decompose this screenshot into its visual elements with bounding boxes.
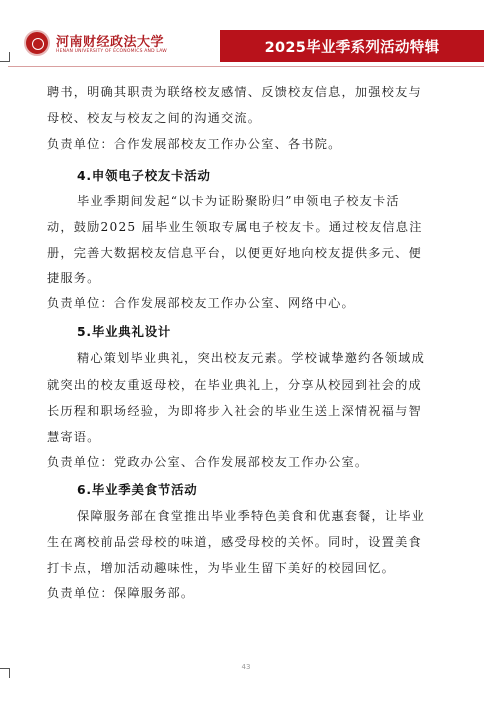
header-divider <box>8 66 484 67</box>
body-line: 册，完善大数据校友信息平台，以便更好地向校友提供多元、便 <box>47 246 422 260</box>
body-line: 生在离校前品尝母校的味道，感受母校的关怀。同时，设置美食 <box>47 535 422 549</box>
section-heading-6: 6.毕业季美食节活动 <box>77 482 198 497</box>
body-line: 动，鼓励2025 届毕业生领取专属电子校友卡。通过校友信息注 <box>47 220 423 234</box>
body-line: 就突出的校友重返母校，在毕业典礼上，分享从校园到社会的成 <box>47 378 422 392</box>
university-logo <box>24 30 214 64</box>
body-line: 母校、校友与校友之间的沟通交流。 <box>47 111 262 125</box>
responsible-unit: 负责单位：合作发展部校友工作办公室、网络中心。 <box>47 296 355 310</box>
body-line: 打卡点，增加活动趣味性，为毕业生留下美好的校园回忆。 <box>47 561 396 575</box>
body-line: 保障服务部在食堂推出毕业季特色美食和优惠套餐，让毕业 <box>77 509 426 523</box>
body-line: 毕业季期间发起“以卡为证盼聚盼归”申领电子校友卡活 <box>77 194 400 208</box>
responsible-unit: 负责单位：合作发展部校友工作办公室、各书院。 <box>47 137 342 151</box>
body-line: 捷服务。 <box>47 271 101 285</box>
header-title: 2025毕业季系列活动特辑 <box>264 39 440 56</box>
responsible-unit: 负责单位：党政办公室、合作发展部校友工作办公室。 <box>47 455 369 469</box>
body-line: 聘书，明确其职责为联络校友感情、反馈校友信息，加强校友与 <box>47 85 422 99</box>
body-line: 长历程和职场经验，为即将步入社会的毕业生送上深情祝福与智 <box>47 404 422 418</box>
body-line: 慧寄语。 <box>47 430 101 444</box>
page-header <box>8 26 484 66</box>
header-title-banner <box>220 30 484 62</box>
logo-chinese-name: 河南财经政法大学 <box>56 35 165 50</box>
page-number: 43 <box>241 663 251 671</box>
university-seal-icon <box>24 30 50 56</box>
body-line: 精心策划毕业典礼，突出校友元素。学校诚挚邀约各领域成 <box>77 351 426 365</box>
responsible-unit: 负责单位：保障服务部。 <box>47 586 195 600</box>
section-heading-5: 5.毕业典礼设计 <box>77 324 172 339</box>
section-heading-4: 4.申领电子校友卡活动 <box>77 168 211 183</box>
logo-english-name: HENAN UNIVERSITY OF ECONOMICS AND LAW <box>56 49 167 54</box>
